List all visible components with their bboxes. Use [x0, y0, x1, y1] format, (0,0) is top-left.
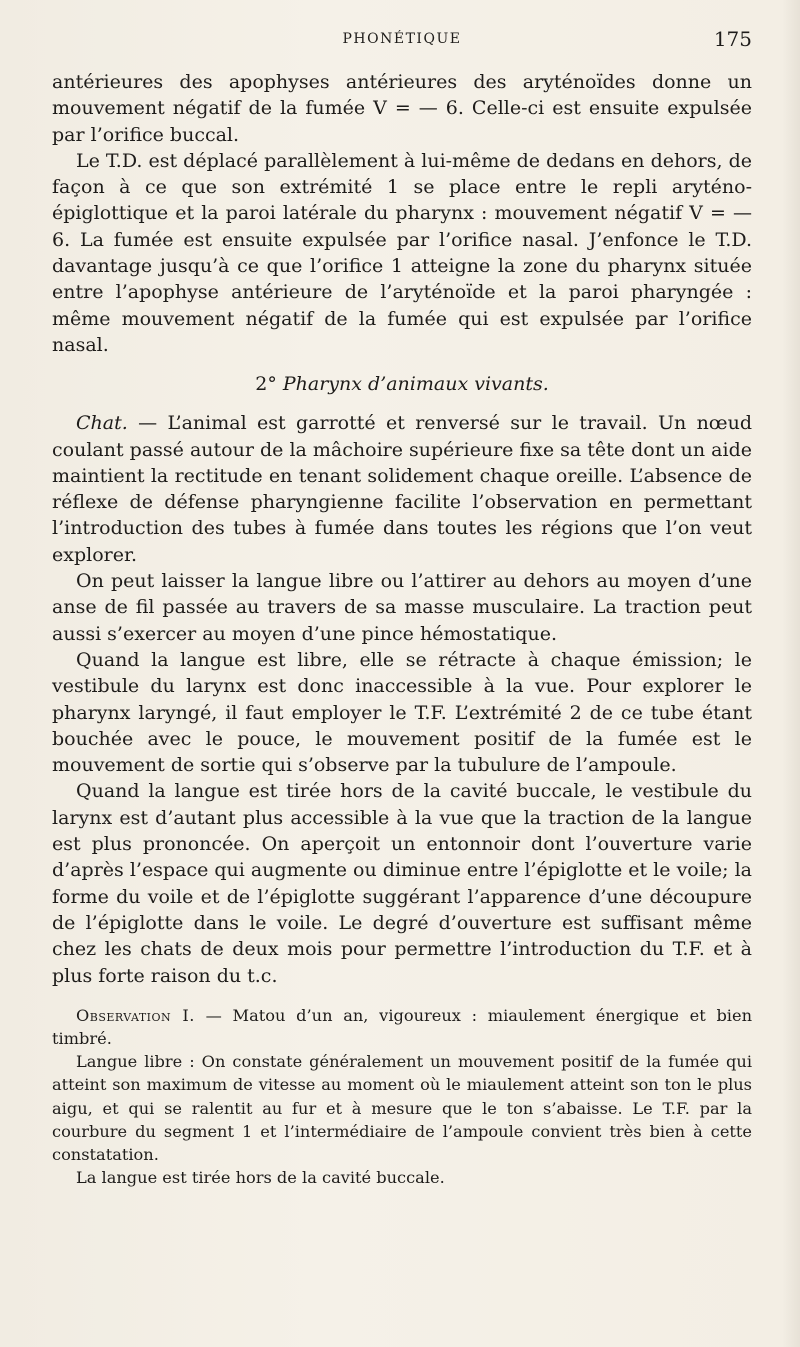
spacer: [52, 989, 752, 1004]
section-title: Pharynx d’animaux vivants.: [282, 373, 549, 396]
page-number: 175: [713, 27, 752, 51]
observation-heading: [52, 1004, 752, 1050]
paragraph-tongue-free-or-pulled: On peut laisser la langue libre ou l’attirer au dehors au moyen d’une anse de fil passée au travers de sa masse musculaire. La traction peut aussi s’exercer au moyen d’une pince hémostatique.: [52, 570, 752, 645]
running-title: PHONÉTIQUE: [342, 31, 462, 47]
observation-intro: — Matou d’un an, vigoureux : miaulement énergique et bien timbré.: [52, 1005, 752, 1048]
chat-label: Chat.: [76, 412, 128, 435]
paragraph-continuation: antérieures des apophyses antérieures des aryténoïdes donne un mouvement négatif de la fumée V = — 6. Celle-ci est ensuite expulsée par l’orifice buccal.: [52, 71, 752, 146]
page-header: [52, 27, 752, 51]
observation-tongue-pulled: La langue est tirée hors de la cavité buccale.: [76, 1168, 445, 1188]
paragraph-tongue-pulled: Quand la langue est tirée hors de la cavité buccale, le vestibule du larynx est d’autant plus accessible à la vue que la traction de la langue est plus prononcée. On aperçoit un entonnoir dont l’ouverture varie d’après l’espace qui augmente ou diminue entre l’épiglotte et le voile; la forme du voile et de l’épiglotte suggérant l’apparence d’une découpure de l’épiglotte dans le voile. Le degré d’ouverture est suffisant même chez les chats de deux mois pour permettre l’introduction du T.F. et à plus forte raison du t.c.: [52, 780, 752, 987]
paragraph-tongue-free: Quand la langue est libre, elle se rétracte à chaque émission; le vestibule du larynx est donc inaccessible à la vue. Pour explorer le pharynx laryngé, il faut employer le T.F. L’extrémité 2 de ce tube étant bouchée avec le pouce, le mouvement positif de la fumée est le mouvement de sortie qui s’observe par la tubulure de l’ampoule.: [52, 648, 752, 777]
section-heading: [52, 371, 752, 397]
paragraph-chat: [52, 410, 752, 568]
observation-tongue-free: Langue libre : On constate généralement un mouvement positif de la fumée qui atteint son maximum de vitesse au moment où le miaulement atteint son ton le plus aigu, et qui se ralentit au fur et à mesure que le ton s’abaisse. Le T.F. par la courbure du segment 1 et l’intermédiaire de l’ampoule convient très bien à cette constatation.: [52, 1052, 752, 1165]
section-number: 2°: [255, 373, 277, 396]
page-body: [52, 69, 752, 1189]
paragraph-td-displacement: Le T.D. est déplacé parallèlement à lui-même de dedans en dehors, de façon à ce que son extrémité 1 se place entre le repli aryténo-épiglottique et la paroi latérale du pharynx : mouvement négatif V = — 6. La fumée est ensuite expulsée par l’orifice nasal. J’enfonce le T.D. davantage jusqu’à ce que l’orifice 1 atteigne la zone du pharynx située entre l’apophyse antérieure de l’aryténoïde et la paroi pharyngée : même mouvement négatif de la fumée qui est expulsée par l’orifice nasal.: [52, 149, 752, 356]
observation-label: Observation I.: [76, 1005, 195, 1025]
chat-text: — L’animal est garrotté et renversé sur le travail. Un nœud coulant passé autour de la mâchoire supérieure fixe sa tête dont un aide maintient la rectitude en tenant solidement chaque oreille. L’absence de réflexe de défense pharyngienne facilite l’observation en permettant l’introduction des tubes à fumée dans toutes les régions que l’on veut explorer.: [52, 412, 752, 566]
page-edge-shadow: [782, 0, 800, 1347]
